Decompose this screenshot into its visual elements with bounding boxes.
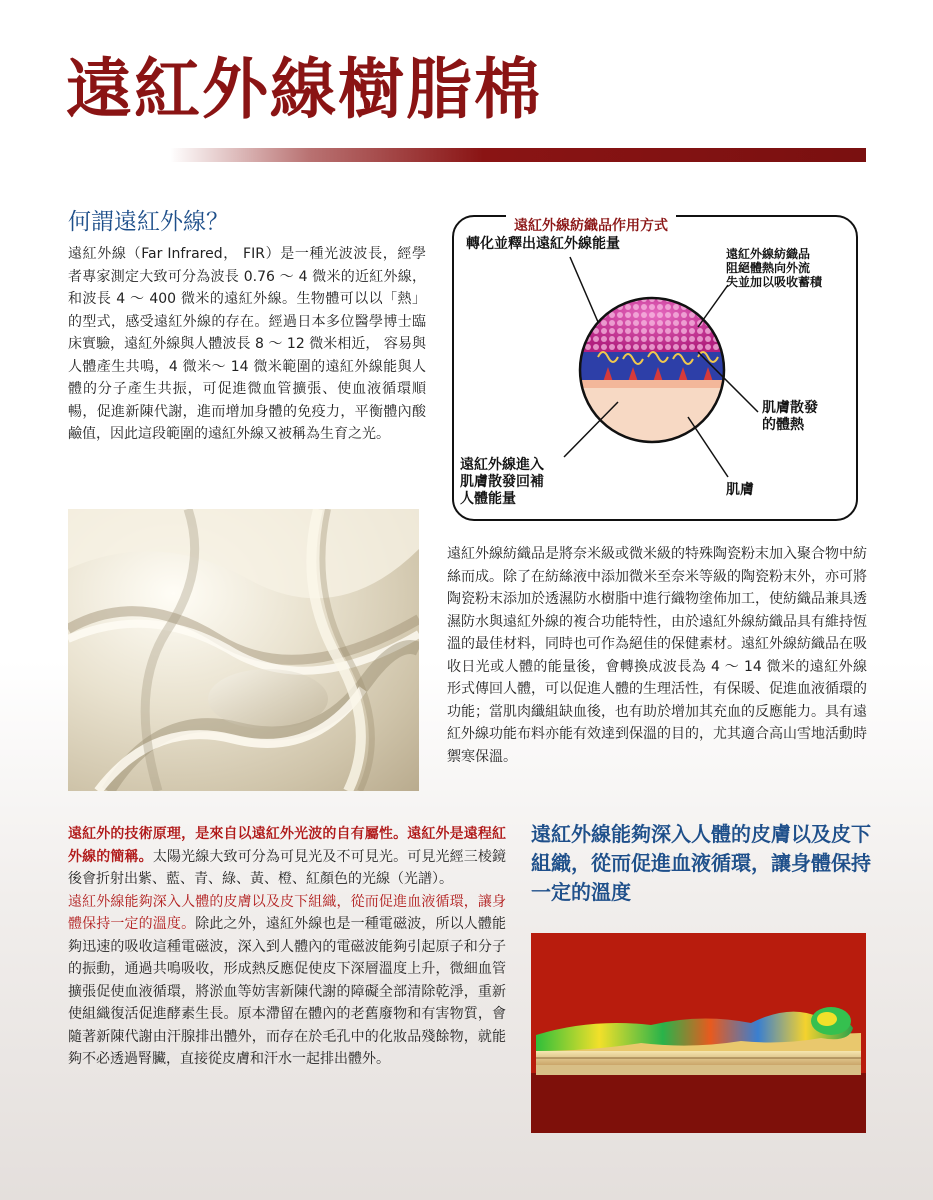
section-heading: 何謂遠紅外線？ bbox=[68, 209, 229, 235]
technology-text: 太陽光線大致可分為可見光及不可見光。可見光經三棱鏡後會折射出紫、藍、青、綠、黃、橙、紅顏色的光線（光譜）。 bbox=[68, 848, 507, 887]
technology-paragraph bbox=[68, 823, 506, 1071]
thermal-graphic bbox=[531, 933, 866, 1133]
diagram-label-release: 轉化並釋出遠紅外線能量 bbox=[466, 236, 620, 252]
fabric-photo bbox=[68, 509, 419, 791]
blue-heading: 遠紅外線能夠深入人體的皮膚以及皮下組織，從而促進血液循環，讓身體保持一定的溫度 bbox=[531, 822, 871, 904]
infrared-diagram bbox=[448, 207, 866, 529]
diagram-label-skin: 肌膚 bbox=[726, 482, 754, 498]
penetration-text: 除此之外，遠紅外線也是一種電磁波，所以人體能夠迅速的吸收這種電磁波，深入到人體內的電磁波能夠引起原子和分子的振動，通過共鳴吸收，形成熱反應促使皮下深層溫度上升，微細血管擴張促使血液循環，將淤血等妨害新陳代謝的障礙全部清除乾淨，重新使組織復活促進酵素生長。原本滯留在體內的老舊廢物和有害物質，會隨著新陳代謝由汗腺排出體外，而存在於毛孔中的化妝品殘餘物，就能夠不必透過腎臟，直接從皮膚和汗水一起排出體外。 bbox=[68, 916, 507, 1067]
diagram-label-energy: 遠紅外線進入 肌膚散發回補 人體能量 bbox=[460, 457, 544, 507]
penetration-highlight: 遠紅外線能夠深入人體的皮膚以及皮下組織，從而促進血液循環，讓身體保持一定的溫度。 bbox=[68, 893, 506, 932]
technology-highlight: 遠紅外的技術原理，是來自以遠紅外光波的自有屬性。遠紅外是遠程紅外線的簡稱。 bbox=[68, 826, 506, 865]
title-underline-bar bbox=[170, 148, 866, 162]
fabric-paragraph: 遠紅外線紡織品是將奈米級或微米級的特殊陶瓷粉末加入聚合物中紡絲而成。除了在紡絲液中添加微米至奈米等級的陶瓷粉末外，亦可將陶瓷粉末添加於透濕防水樹脂中進行織物塗佈加工，使紡織品兼具透濕防水與遠紅外線的複合功能特性，由於遠紅外線紡織品具有維持恆溫的最佳材料，同時也可作為絕佳的保健素材。遠紅外線紡織品在吸收日光或人體的能量後，會轉換成波長為 4 ～ 14 微米的遠紅外線形式傳回人體，可以促進人體的生理活性，有保暖、促進血液循環的功能；當肌肉纖組缺血後，也有助於增加其充血的反應能力。具有遠紅外線功能布料亦能有效達到保溫的目的，尤其適合高山雪地活動時禦寒保溫。 bbox=[447, 546, 867, 765]
diagram-label-body-heat: 肌膚散發 的體熱 bbox=[762, 400, 818, 433]
intro-paragraph: 遠紅外線（Far Infrared， FIR）是一種光波波長，經學者專家測定大致可分為波長 0.76 ～ 4 微米的近紅外線，和波長 4 ～ 400 微米的遠紅外線。生物體可以以「熱」的型式，感受遠紅外線的存在。經過日本多位醫學博士臨床實驗，遠紅外線與人體波長 8 ～ 12 微米相近， 容易與人體產生共鳴，4 微米～ 14 微米範圍的遠紅外線能與人體的分子產生共振，可促進微血管擴張、使血液循環順暢，促進新陳代謝，進而增加身體的免疫力，平衡體內酸鹼值，因此這段範圍的遠紅外線又被稱為生育之光。 bbox=[68, 246, 426, 442]
page-title: 遠紅外線樹脂棉 bbox=[66, 50, 542, 128]
thermal-body-image bbox=[531, 933, 866, 1133]
diagram-title: 遠紅外線紡織品作用方式 bbox=[506, 215, 676, 235]
diagram-label-textile: 遠紅外線紡織品 阻絕體熱向外流 失並加以吸收蓄積 bbox=[726, 247, 823, 289]
fabric-folds-graphic bbox=[68, 509, 419, 791]
